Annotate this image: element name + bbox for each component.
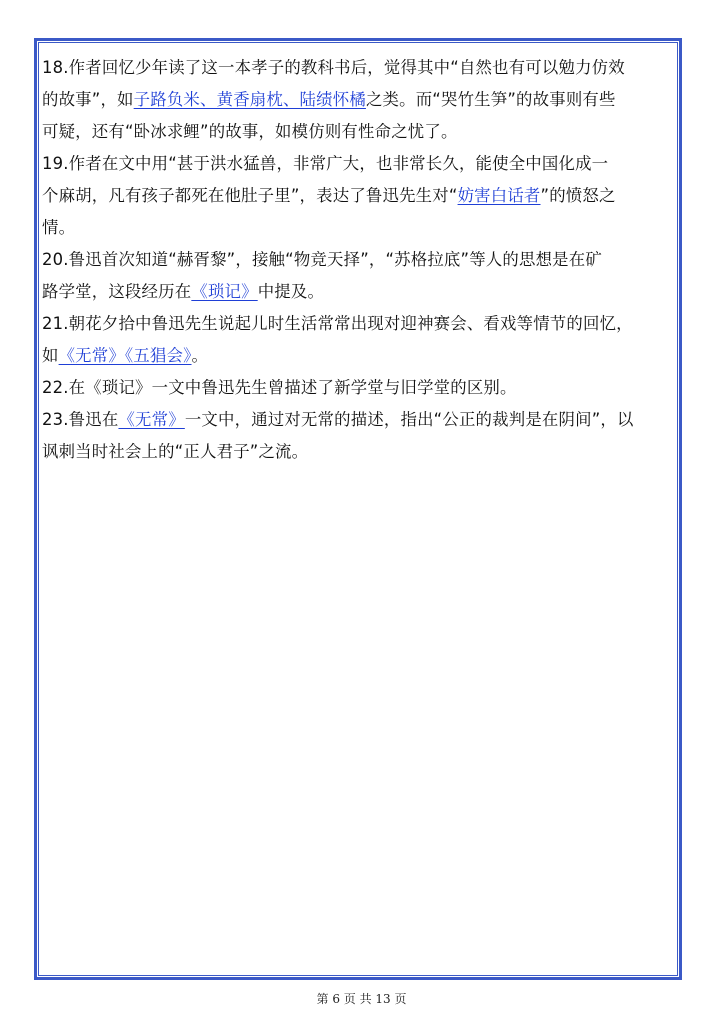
question-18 [42,52,672,148]
q20-line-1: 20.鲁迅首次知道“赫胥黎”，接触“物竞天择”，“苏格拉底”等人的思想是在矿 [42,250,602,269]
q23-line-1 [42,404,672,436]
q20-answer-link[interactable]: 《琐记》 [191,282,258,301]
q21-line-2-text-a: 如 [42,346,59,365]
q21-line-2-text-b: 。 [191,346,209,365]
q18-line-2-text-b: 之类。而“哭竹生笋”的故事则有些 [365,90,616,109]
q19-line-1: 19.作者在文中用“甚于洪水猛兽，非常广大，也非常长久，能使全中国化成一 [42,154,609,173]
q20-line-2-text-a: 路学堂，这段经历在 [42,282,192,301]
q22-line-1: 22.在《琐记》一文中鲁迅先生曾描述了新学堂与旧学堂的区别。 [42,378,517,397]
q23-line-1-text-a: 23.鲁迅在 [42,410,119,429]
q20-line-2-text-b: 中提及。 [257,282,325,301]
q20-line-2 [42,276,672,308]
question-22 [42,372,672,404]
q21-line-2 [42,340,672,372]
question-19 [42,148,672,244]
q18-line-2 [42,84,672,116]
page-number-footer: 第 6 页 共 13 页 [316,992,407,1006]
q23-line-2: 讽刺当时社会上的“正人君子”之流。 [42,442,309,461]
question-20 [42,244,672,308]
q19-line-3: 情。 [42,218,76,237]
q21-line-1: 21.朝花夕拾中鲁迅先生说起儿时生活常常出现对迎神赛会、看戏等情节的回忆， [42,314,633,333]
q19-line-2 [42,180,672,212]
q23-line-1-text-b: 一文中，通过对无常的描述，指出“公正的裁判是在阴间”，以 [184,410,634,429]
q18-line-3: 可疑，还有“卧冰求鲤”的故事，如模仿则有性命之忧了。 [42,122,458,141]
q19-line-2-text-b: ”的愤怒之 [540,186,616,205]
question-21 [42,308,672,372]
question-23 [42,404,672,468]
q18-answer-link[interactable]: 子路负米、黄香扇枕、陆绩怀橘 [133,90,366,109]
q23-answer-link[interactable]: 《无常》 [118,410,185,429]
document-content [42,52,672,468]
q21-answer-link[interactable]: 《无常》《五猖会》 [58,346,192,365]
q19-line-2-text-a: 个麻胡，凡有孩子都死在他肚子里”，表达了鲁迅先生对“ [42,186,458,205]
q18-line-1: 18.作者回忆少年读了这一本孝子的教科书后，觉得其中“自然也有可以勉力仿效 [42,58,625,77]
q18-line-2-text-a: 的故事”，如 [42,90,134,109]
q19-answer-link[interactable]: 妨害白话者 [457,186,541,205]
